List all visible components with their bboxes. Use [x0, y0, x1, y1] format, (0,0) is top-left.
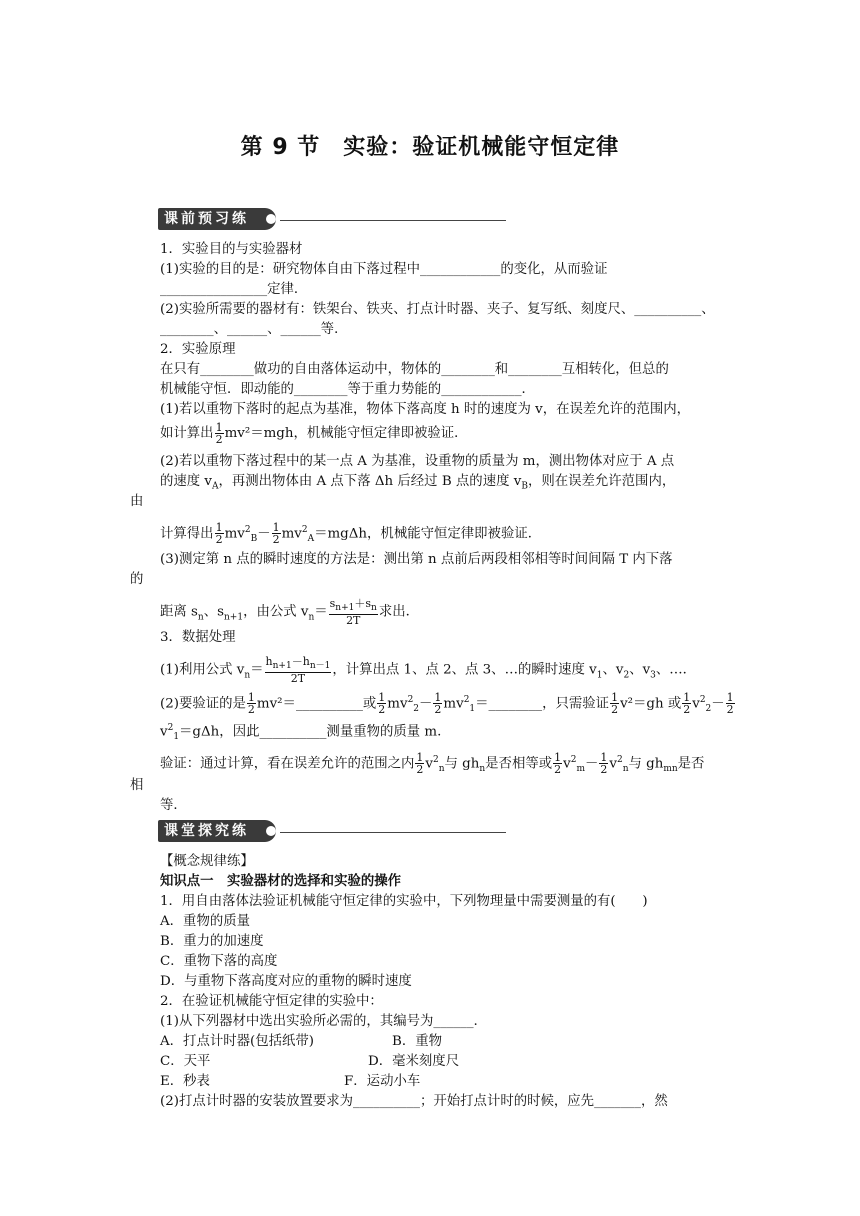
q2-option-c: C．天平 [160, 1054, 211, 1069]
question-2: 2．在验证机械能守恒定律的实验中： [160, 994, 383, 1009]
q2-sub2: (2)打点计时器的安装放置要求为__________；开始打点计时的时候，应先_______，然 [160, 1094, 668, 1109]
s2-line8-wrap: 的 [130, 572, 144, 587]
fraction-half: $\frac{1}{2}$ [434, 691, 442, 717]
concept-heading: 【概念规律练】 [160, 854, 254, 869]
s3-line4: 验证：通过计算，看在误差允许的范围之内 $\frac{1}{2}$ $v^2_n$与 $gh_n$是否相等或 $\frac{1}{2}$ $v^2_m-$ $\frac{1}{2}$ $v^2_n$与 $gh_{mn}$是否 [160, 751, 705, 777]
q2-option-a: A．打点计时器(包括纸带) [160, 1034, 315, 1049]
section-banner-preview [158, 208, 506, 230]
fraction-half: $\frac{1}{2}$ [416, 751, 424, 777]
s2-line3: (1)若以重物下落时的起点为基准，物体下落高度 h 时的速度为 v，在误差允许的范围内， [160, 402, 690, 417]
q2-sub1: (1)从下列器材中选出实验所必需的，其编号为______. [160, 1014, 478, 1029]
fraction-half: $\frac{1}{2}$ [272, 521, 280, 547]
fraction-half: $\frac{1}{2}$ [247, 691, 255, 717]
s3-line2: (2)要验证的是 $\frac{1}{2}$ mv²＝__________或 $\frac{1}{2}$ $mv^2_2-$ $\frac{1}{2}$ $mv^2_1=\_\_\_\_\_\_\_\_$，只需验证 $\frac{1}{2}$ v²＝gh 或 $\frac{1}{2}$ $v^2_2-$ $\frac{1}{2}$ [160, 691, 734, 717]
banner-dot [266, 826, 276, 836]
s3-heading: 3．数据处理 [160, 630, 236, 645]
fraction-velocity: $\frac{s_{n+1}+s_n}{2T}$ [329, 597, 377, 628]
q2-option-d: D．毫米刻度尺 [368, 1054, 460, 1069]
banner-rule [280, 832, 506, 833]
s1-line1: (1)实验的目的是：研究物体自由下落过程中____________的变化，从而验证 [160, 262, 608, 277]
q1-option-b: B．重力的加速度 [160, 934, 264, 949]
fraction-h: $\frac{h_{n+1}-h_{n-1}}{2T}$ [265, 655, 331, 686]
fraction-half: $\frac{1}{2}$ [611, 691, 619, 717]
s3-line5: 等． [160, 798, 187, 813]
banner-label: 课前预习练 [158, 208, 276, 230]
s3-line4-wrap: 相 [130, 778, 144, 793]
s2-line5: (2)若以重物下落过程中的某一点 A 为基准，设重物的质量为 m，测出物体对应于 A 点 [160, 454, 675, 469]
s1-line4: ________、______、______等． [160, 322, 348, 337]
banner-rule [280, 220, 506, 221]
q1-option-d: D．与重物下落高度对应的重物的瞬时速度 [160, 974, 412, 989]
s2-line6-wrap: 由 [130, 494, 144, 509]
q1-option-a: A．重物的质量 [160, 914, 251, 929]
s1-line2: ________________定律． [160, 282, 308, 297]
text: 如计算出 [160, 426, 214, 441]
s2-line6: 的速度 $v_A$，再测出物体由 A 点下落 Δh 后经过 B 点的速度 $v_B$，则在误差允许范围内， [160, 474, 676, 492]
s2-line1: 在只有________做功的自由落体运动中，物体的________和________互相转化，但总的 [160, 362, 669, 377]
s1-heading: 1．实验目的与实验器材 [160, 242, 303, 257]
s2-line2: 机械能守恒．即动能的________等于重力势能的____________． [160, 382, 535, 397]
fraction-half: $\frac{1}{2}$ [554, 751, 562, 777]
page-title: 第 9 节 实验：验证机械能守恒定律 [240, 135, 620, 160]
q1-option-c: C．重物下落的高度 [160, 954, 278, 969]
q2-option-b: B．重物 [392, 1034, 443, 1049]
fraction-half: $\frac{1}{2}$ [600, 751, 608, 777]
s3-line1: (1)利用公式 $v_n=$ $\frac{h_{n+1}-h_{n-1}}{2T}$ ，计算出点 1、点 2、点 3、…的瞬时速度 $v_1$、$v_2$、$v_3$、…． [160, 655, 697, 686]
q2-option-f: F．运动小车 [344, 1074, 421, 1089]
fraction-half: $\frac{1}{2}$ [683, 691, 691, 717]
fraction-half: $\frac{1}{2}$ [726, 691, 734, 717]
s2-heading: 2．实验原理 [160, 342, 236, 357]
s2-line9: 距离 $s_n$、$s_{n+1}$，由公式 $v_n=$ $\frac{s_{n+1}+s_n}{2T}$ 求出． [160, 597, 419, 628]
text: mv²＝mgh，机械能守恒定律即被验证． [224, 426, 468, 441]
question-1: 1．用自由落体法验证机械能守恒定律的实验中，下列物理量中需要测量的有( ) [160, 894, 648, 909]
fraction-half: $\frac{1}{2}$ [215, 421, 223, 446]
fraction-half: $\frac{1}{2}$ [378, 691, 386, 717]
q2-option-e: E．秒表 [160, 1074, 210, 1089]
s3-line3: $v^2_1=g\Delta h$，因此__________测量重物的质量 m. [160, 723, 442, 743]
fraction-half: $\frac{1}{2}$ [215, 521, 223, 547]
banner-dot [266, 214, 276, 224]
section-banner-classroom [158, 820, 506, 842]
s1-line3: (2)实验所需要的器材有：铁架台、铁夹、打点计时器、夹子、复写纸、刻度尺、__________、 [160, 302, 715, 317]
knowledge-point-1: 知识点一 实验器材的选择和实验的操作 [160, 874, 402, 889]
banner-label: 课堂探究练 [158, 820, 276, 842]
s2-line8: (3)测定第 n 点的瞬时速度的方法是：测出第 n 点前后两段相邻相等时间间隔 T 内下落 [160, 552, 673, 567]
s2-line4 [160, 422, 732, 445]
s2-line7: 计算得出 $\frac{1}{2}$ $mv^2_B-$ $\frac{1}{2}$ $mv^2_A=mg\Delta h$，机械能守恒定律即被验证． [160, 521, 542, 547]
